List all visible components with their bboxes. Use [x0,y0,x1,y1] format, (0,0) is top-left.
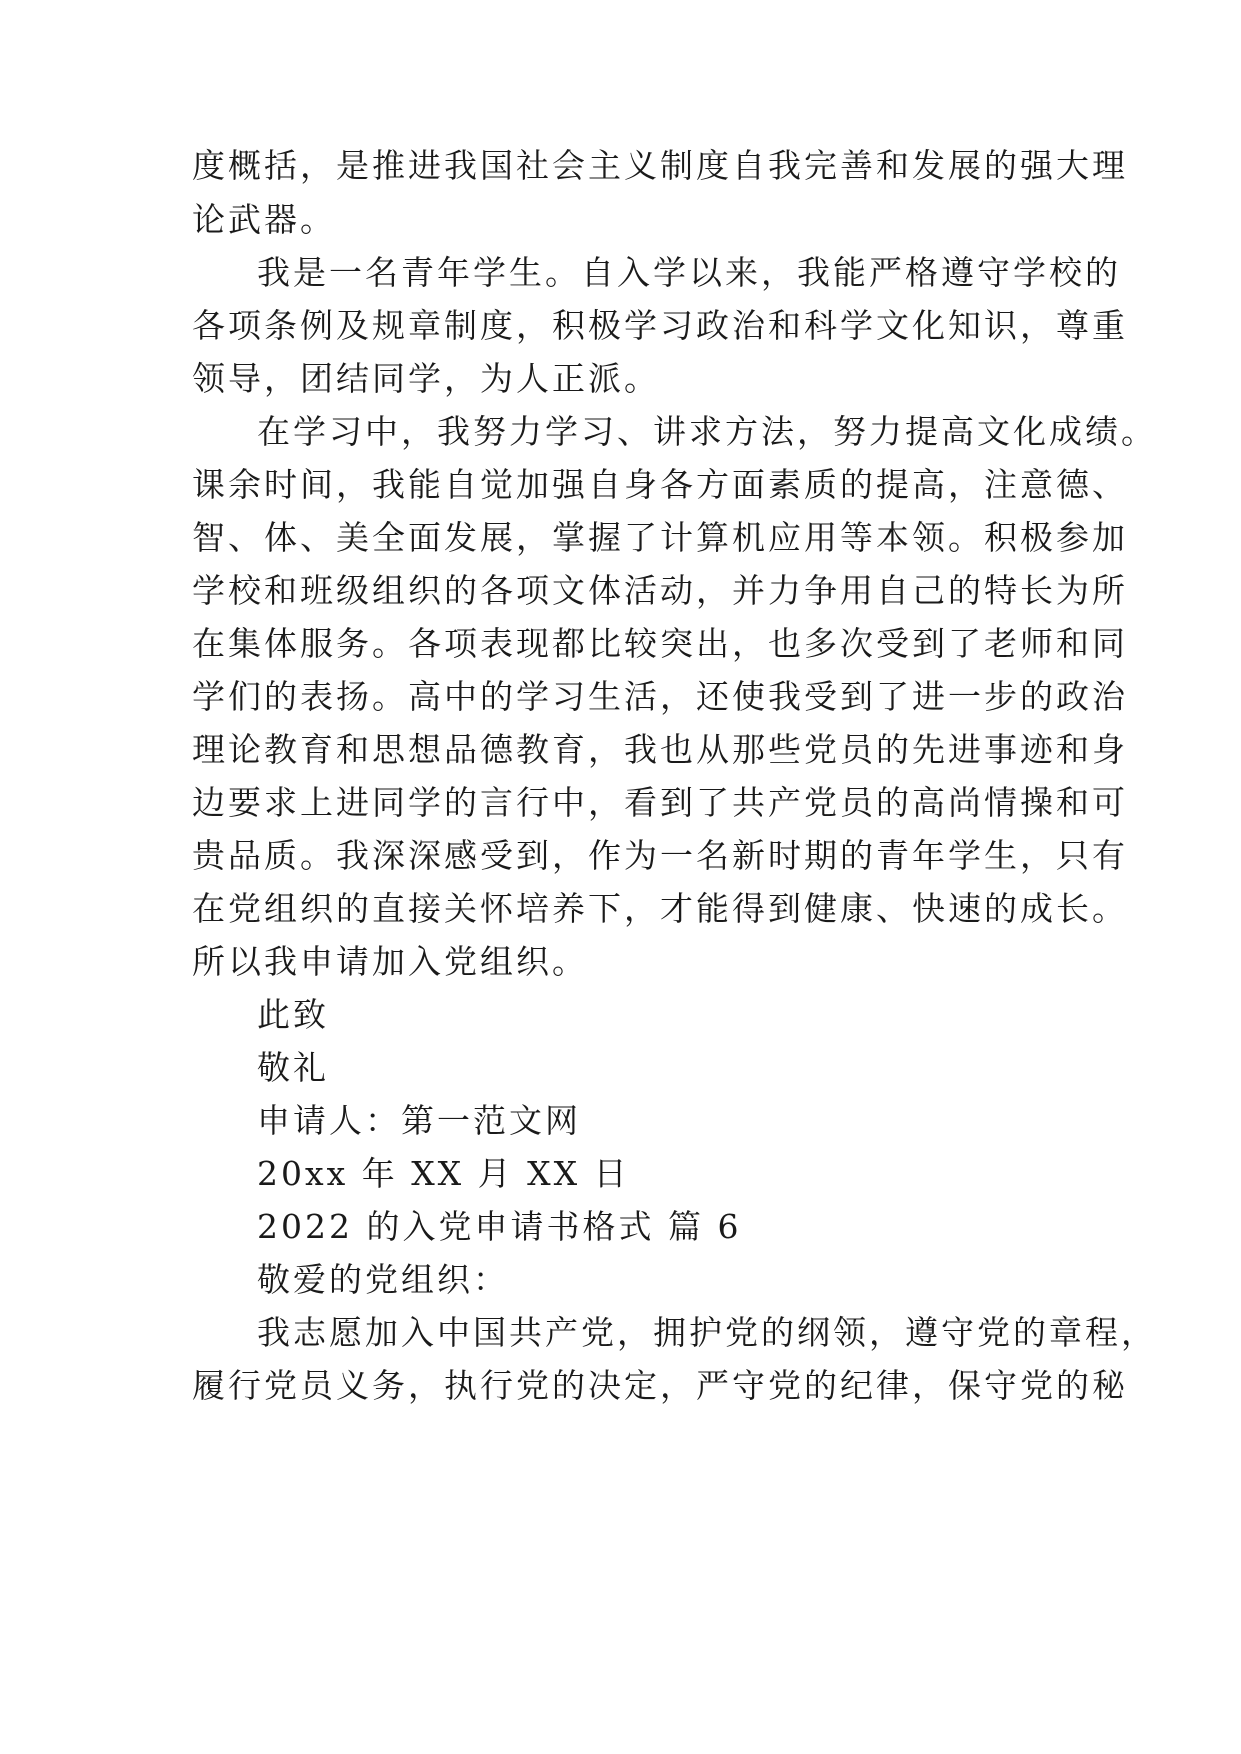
text-line: 各项条例及规章制度，积极学习政治和科学文化知识，尊重 [192,306,1128,345]
text-line: 贵品质。我深深感受到，作为一名新时期的青年学生，只有 [192,836,1128,875]
letter-greeting: 敬爱的党组织： [257,1260,509,1299]
closing-salutation: 此致 [257,995,329,1034]
text-line: 领导，团结同学，为人正派。 [192,359,660,398]
paragraph-start: 我志愿加入中国共产党，拥护党的纲领，遵守党的章程， [257,1313,1157,1352]
date-line: 20xx 年 XX 月 XX 日 [257,1154,630,1193]
text-line: 学们的表扬。高中的学习生活，还使我受到了进一步的政治 [192,677,1128,716]
text-line: 在集体服务。各项表现都比较突出，也多次受到了老师和同 [192,624,1128,663]
text-line: 所以我申请加入党组织。 [192,942,588,981]
text-line: 学校和班级组织的各项文体活动，并力争用自己的特长为所 [192,571,1128,610]
section-heading: 2022 的入党申请书格式 篇 6 [257,1207,742,1246]
text-line: 智、体、美全面发展，掌握了计算机应用等本领。积极参加 [192,518,1128,557]
text-line: 边要求上进同学的言行中，看到了共产党员的高尚情操和可 [192,783,1128,822]
text-line: 理论教育和思想品德教育，我也从那些党员的先进事迹和身 [192,730,1128,769]
text-line: 课余时间，我能自觉加强自身各方面素质的提高，注意德、 [192,465,1128,504]
closing-regards: 敬礼 [257,1048,329,1087]
text-line: 度概括，是推进我国社会主义制度自我完善和发展的强大理 [192,146,1128,185]
paragraph-start: 我是一名青年学生。自入学以来，我能严格遵守学校的 [257,253,1121,292]
paragraph-start: 在学习中，我努力学习、讲求方法，努力提高文化成绩。 [257,412,1157,451]
text-line: 论武器。 [192,200,336,239]
text-line: 履行党员义务，执行党的决定，严守党的纪律，保守党的秘 [192,1366,1128,1405]
text-line: 在党组织的直接关怀培养下，才能得到健康、快速的成长。 [192,889,1128,928]
applicant-signature: 申请人：第一范文网 [257,1101,581,1140]
